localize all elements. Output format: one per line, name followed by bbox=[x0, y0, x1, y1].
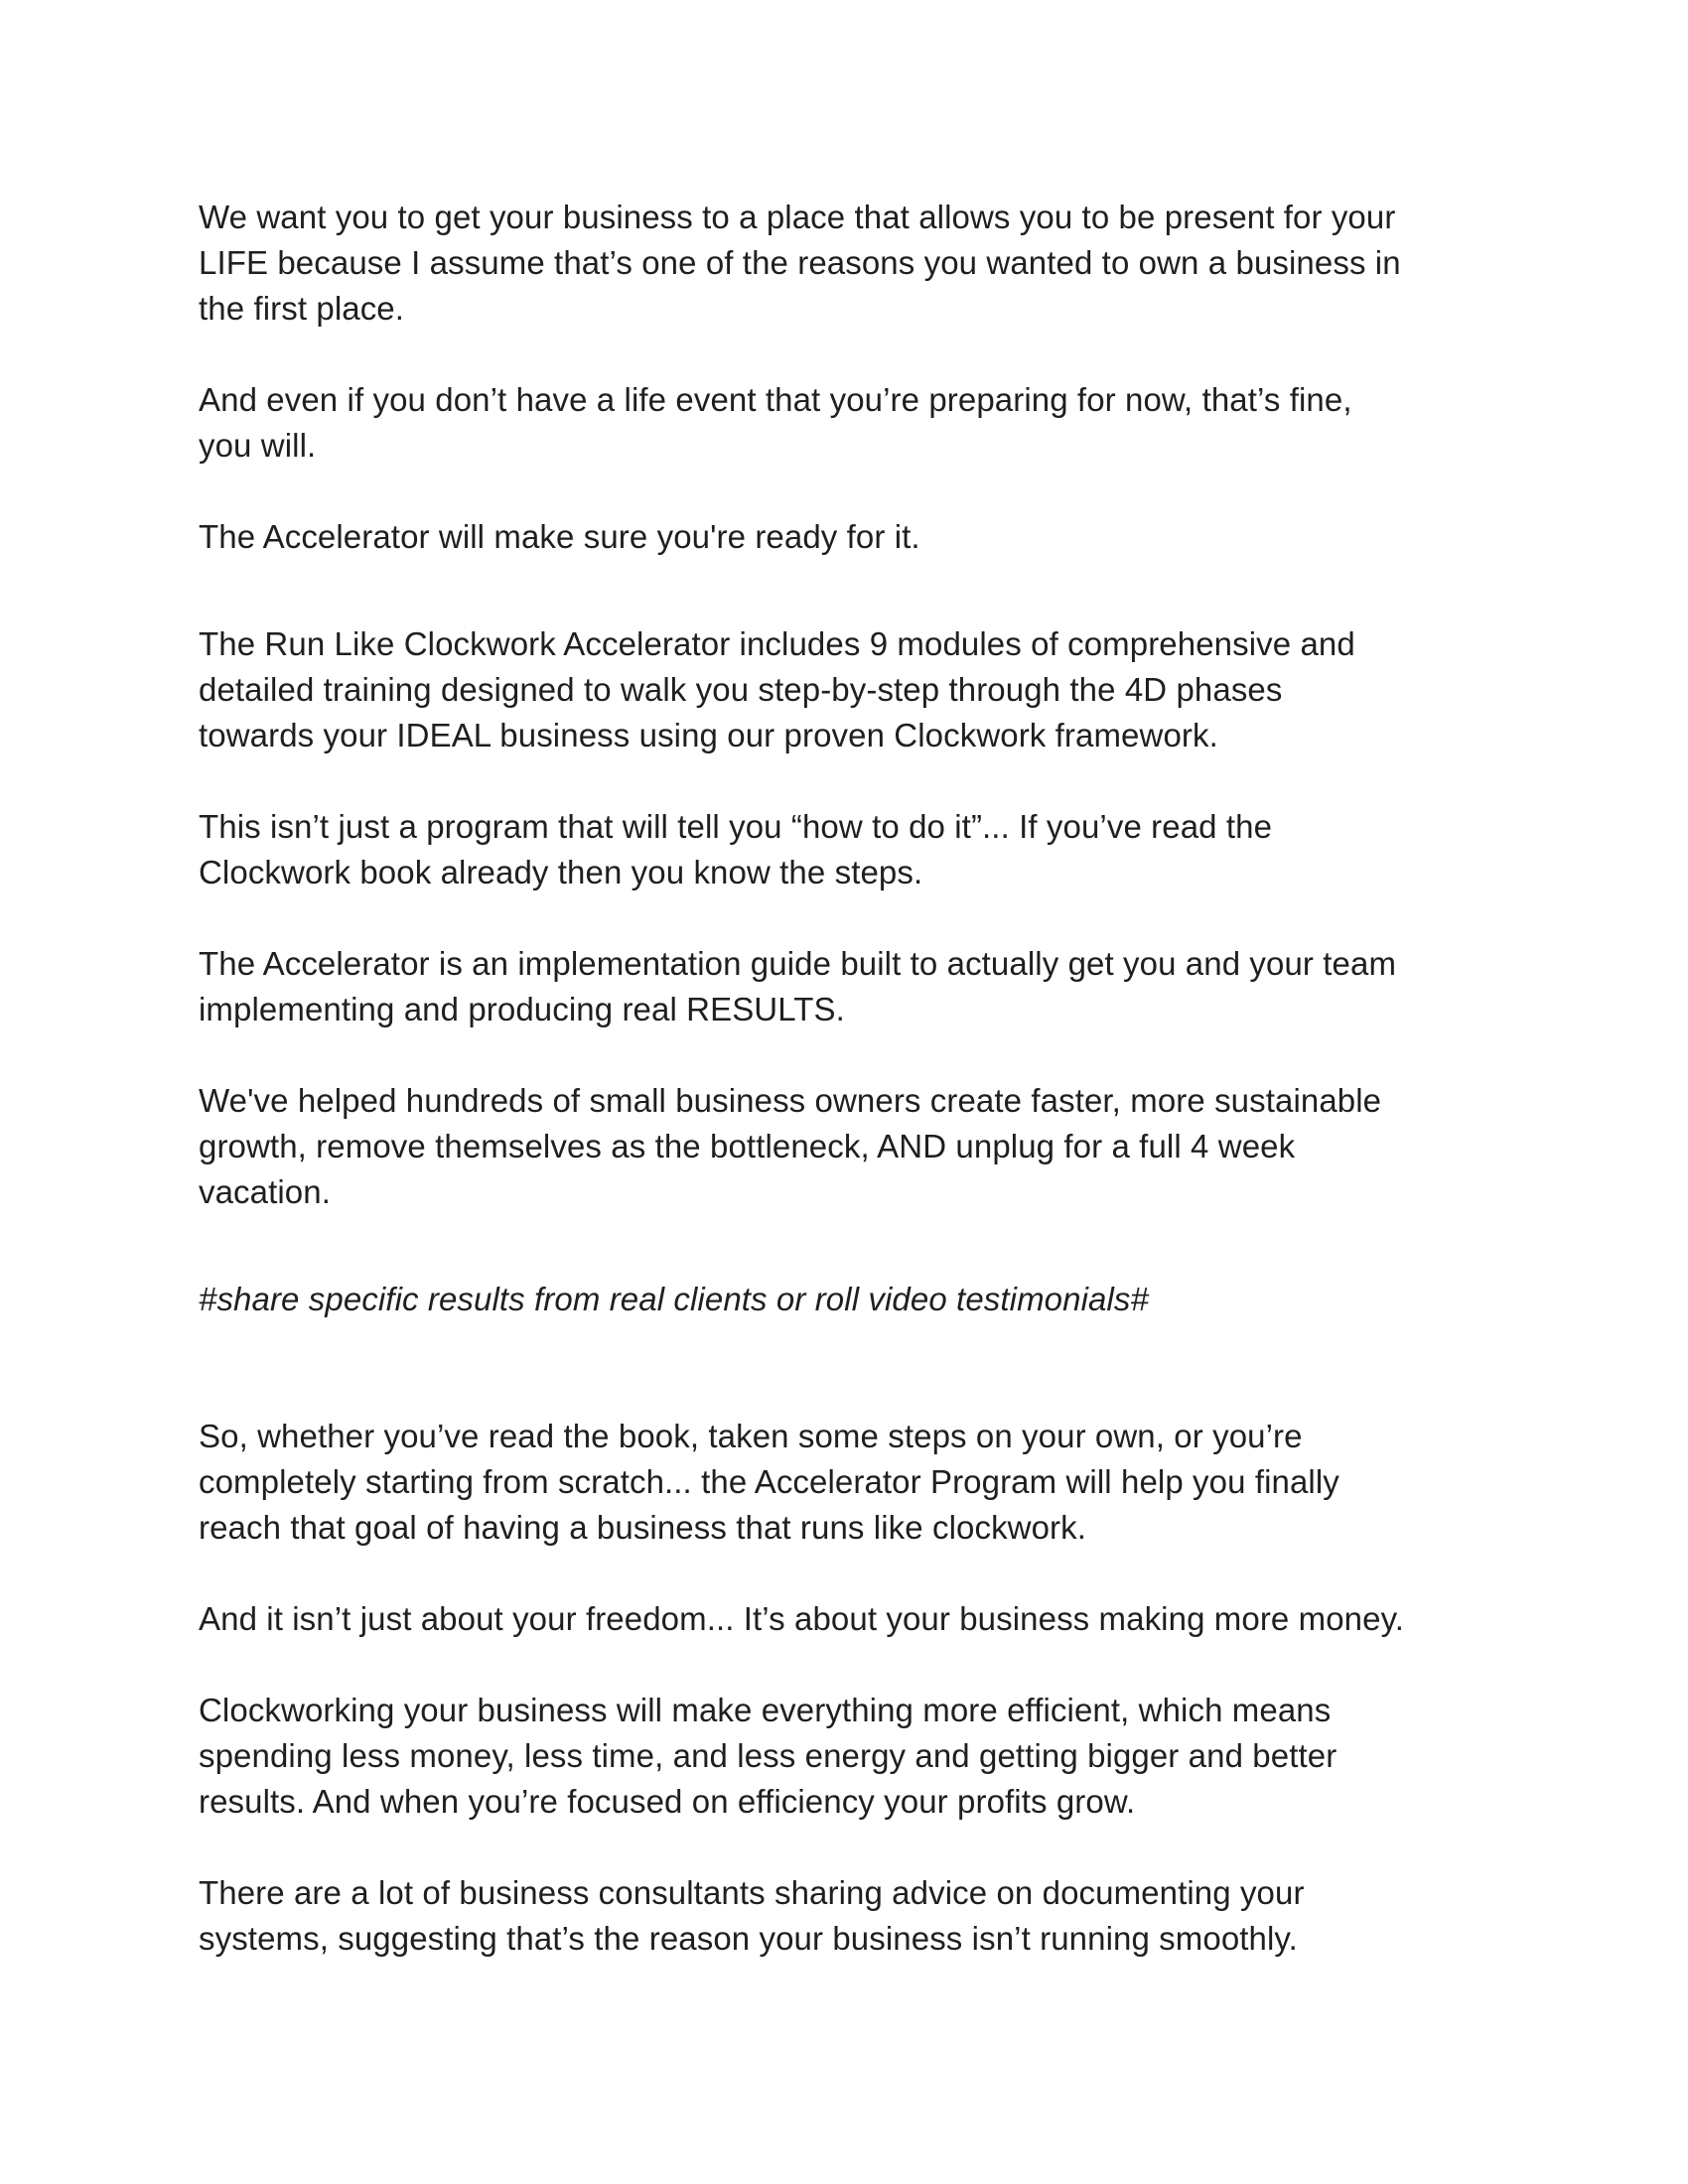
paragraph-efficiency: Clockworking your business will make everything more efficient, which means spending less money, less time, and less energy and getting bigger and better results. And when you’re focused on efficiency your profits grow. bbox=[199, 1692, 1337, 1820]
paragraph-consultants-advice: There are a lot of business consultants sharing advice on documenting your systems, suggesting that’s the reason your business isn’t running smoothly. bbox=[199, 1874, 1305, 1957]
paragraph-not-just-how-to: This isn’t just a program that will tell you “how to do it”... If you’ve read the Clockwork book already then you know the steps. bbox=[199, 808, 1273, 890]
paragraph-whether-read-book: So, whether you’ve read the book, taken some steps on your own, or you’re completely starting from scratch... the Accelerator Program will help you finally reach that goal of having a business that runs like clockwork. bbox=[199, 1418, 1339, 1546]
paragraph-life-event: And even if you don’t have a life event that you’re preparing for now, that’s fine, you will. bbox=[199, 381, 1352, 464]
paragraph-helped-hundreds: We've helped hundreds of small business owners create faster, more sustainable growth, remove themselves as the bottleneck, AND unplug for a full 4 week vacation. bbox=[199, 1082, 1382, 1210]
paragraph-modules-overview: The Run Like Clockwork Accelerator includes 9 modules of comprehensive and detailed training designed to walk you step-by-step through the 4D phases towards your IDEAL business using our proven Clockwork framework. bbox=[199, 625, 1355, 753]
paragraph-present-for-life: We want you to get your business to a place that allows you to be present for your LIFE because I assume that’s one of the reasons you wanted to own a business in the first place. bbox=[199, 199, 1401, 327]
paragraph-testimonial-note: #share specific results from real clients or roll video testimonials# bbox=[199, 1281, 1149, 1317]
paragraph-more-money: And it isn’t just about your freedom... It’s about your business making more money. bbox=[199, 1600, 1405, 1637]
document-body bbox=[199, 195, 1499, 1962]
paragraph-implementation-guide: The Accelerator is an implementation guide built to actually get you and your team implementing and producing real RESULTS. bbox=[199, 945, 1397, 1027]
paragraph-accelerator-ready: The Accelerator will make sure you're ready for it. bbox=[199, 518, 920, 555]
